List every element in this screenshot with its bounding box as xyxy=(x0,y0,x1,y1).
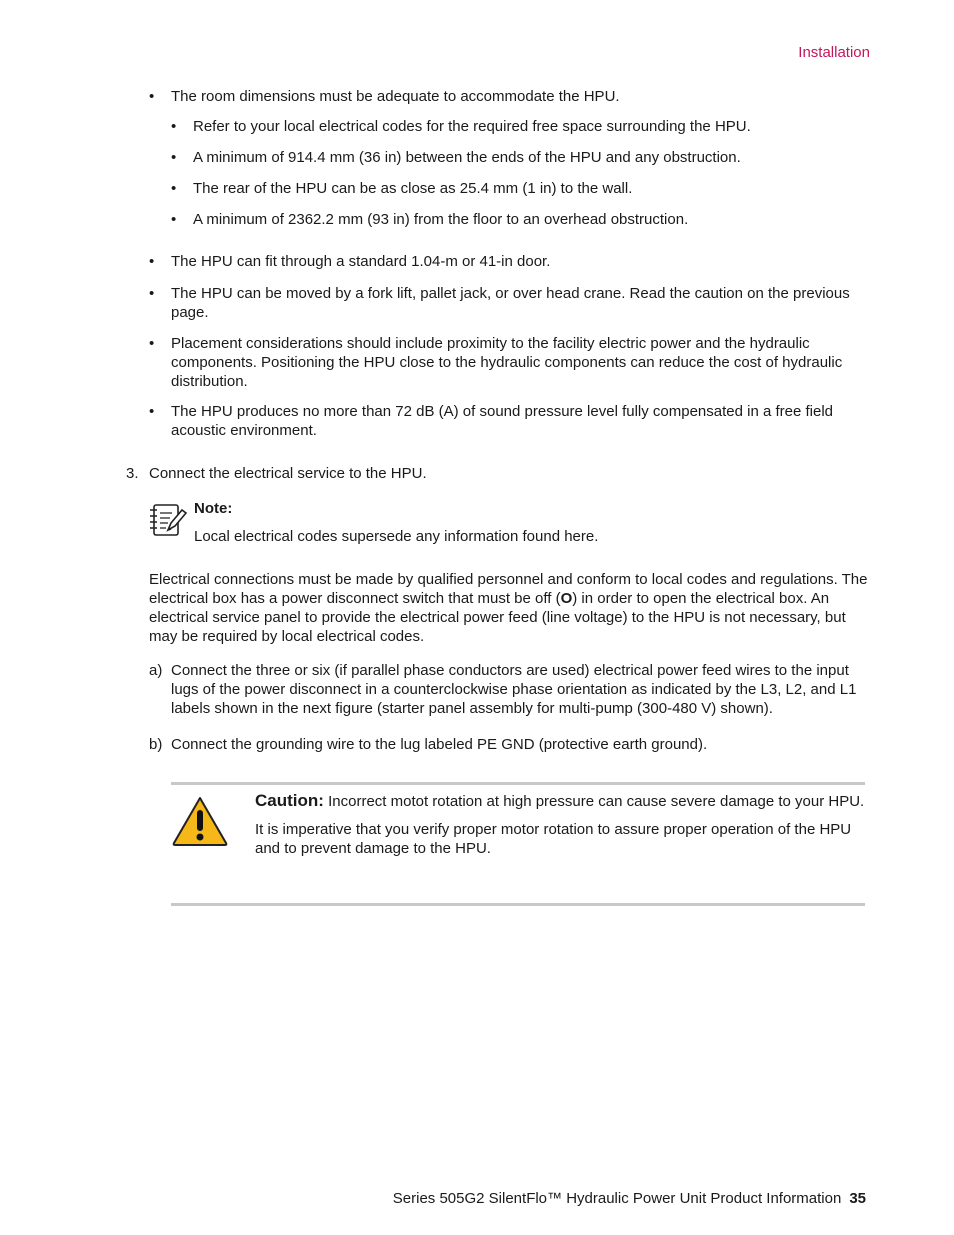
list-item xyxy=(171,210,871,229)
list-item xyxy=(171,148,871,167)
list-item-text: A minimum of 914.4 mm (36 in) between the ends of the HPU and any obstruction. xyxy=(193,149,741,166)
list-item-text: Refer to your local electrical codes for the required free space surrounding the HPU. xyxy=(193,118,751,135)
caution-top-rule xyxy=(171,782,865,785)
bullet: • xyxy=(149,285,155,302)
list-item xyxy=(171,179,871,198)
substep-label: b) xyxy=(149,736,163,753)
step-text: Connect the electrical service to the HPU. xyxy=(149,465,427,482)
caution-text: Incorrect motot rotation at high pressure can cause severe damage to your HPU. xyxy=(328,793,865,810)
footer-title: Series 505G2 SilentFlo™ Hydraulic Power Unit Product Information xyxy=(392,1190,842,1207)
bullet: • xyxy=(149,88,155,105)
electrical-paragraph xyxy=(149,570,869,646)
substep-text: Connect the three or six (if parallel phase conductors are used) electrical power feed wires to the input lugs of the power disconnect in a counterclockwise phase orientation as indicated by the L3, L2, and L1 labels shown in the next figure (starter panel assembly for multi-pump (300-480 V) shown). xyxy=(171,662,857,717)
substep-label: a) xyxy=(149,662,163,679)
step-number: 3. xyxy=(126,465,139,482)
list-item-text: The HPU can be moved by a fork lift, pallet jack, or over head crane. Read the caution on the previous page. xyxy=(171,285,850,321)
bullet: • xyxy=(149,403,155,420)
paragraph-text: Electrical connections must be made by qualified personnel and conform to local codes and regulations. The electrical box has a power disconnect switch that must be off ( xyxy=(149,571,868,607)
bullet: • xyxy=(171,180,177,197)
substep-a xyxy=(149,661,869,718)
caution-title: Caution: xyxy=(255,791,324,810)
list-item-text: Placement considerations should include proximity to the facility electric power and the hydraulic components. Positioning the HPU close to the hydraulic components can reduce the cost of hydraulic distribution. xyxy=(171,335,843,390)
list-item xyxy=(149,284,869,322)
paragraph-text: ) in order to open the electrical box. An electrical service panel to provide the electrical power feed (line voltage) to the HPU is not necessary, but may be required by local electrical codes. xyxy=(149,590,846,645)
list-item-text: The rear of the HPU can be as close as 25.4 mm (1 in) to the wall. xyxy=(193,180,633,197)
list-item xyxy=(149,87,869,106)
bullet: • xyxy=(171,149,177,166)
caution-block xyxy=(255,791,869,858)
note-title: Note: xyxy=(194,500,233,517)
substep-text: Connect the grounding wire to the lug labeled PE GND (protective earth ground). xyxy=(171,736,708,753)
bullet: • xyxy=(171,211,177,228)
caution-bottom-rule xyxy=(171,903,865,906)
list-item xyxy=(149,252,869,271)
page-number: 35 xyxy=(849,1190,866,1207)
list-item xyxy=(171,117,871,136)
off-symbol: O xyxy=(560,590,573,607)
note-text: Local electrical codes supersede any information found here. xyxy=(194,528,599,545)
caution-text-2: It is imperative that you verify proper motor rotation to assure proper operation of the HPU and to prevent damage to the HPU. xyxy=(255,821,852,857)
list-item-text: The HPU produces no more than 72 dB (A) of sound pressure level fully compensated in a free field acoustic environment. xyxy=(171,403,834,439)
list-item-text: The HPU can fit through a standard 1.04-m or 41-in door. xyxy=(171,253,551,270)
step-3 xyxy=(126,464,866,483)
list-item xyxy=(149,334,869,391)
substep-b xyxy=(149,735,869,754)
note-pencil-icon xyxy=(148,502,188,538)
list-item-text: A minimum of 2362.2 mm (93 in) from the floor to an overhead obstruction. xyxy=(193,211,689,228)
list-item-text: The room dimensions must be adequate to accommodate the HPU. xyxy=(171,88,620,105)
bullet: • xyxy=(149,335,155,352)
warning-triangle-icon xyxy=(171,795,229,847)
page-footer xyxy=(393,1189,866,1208)
section-header: Installation xyxy=(798,44,870,61)
list-item xyxy=(149,402,869,440)
bullet: • xyxy=(171,118,177,135)
bullet: • xyxy=(149,253,155,270)
